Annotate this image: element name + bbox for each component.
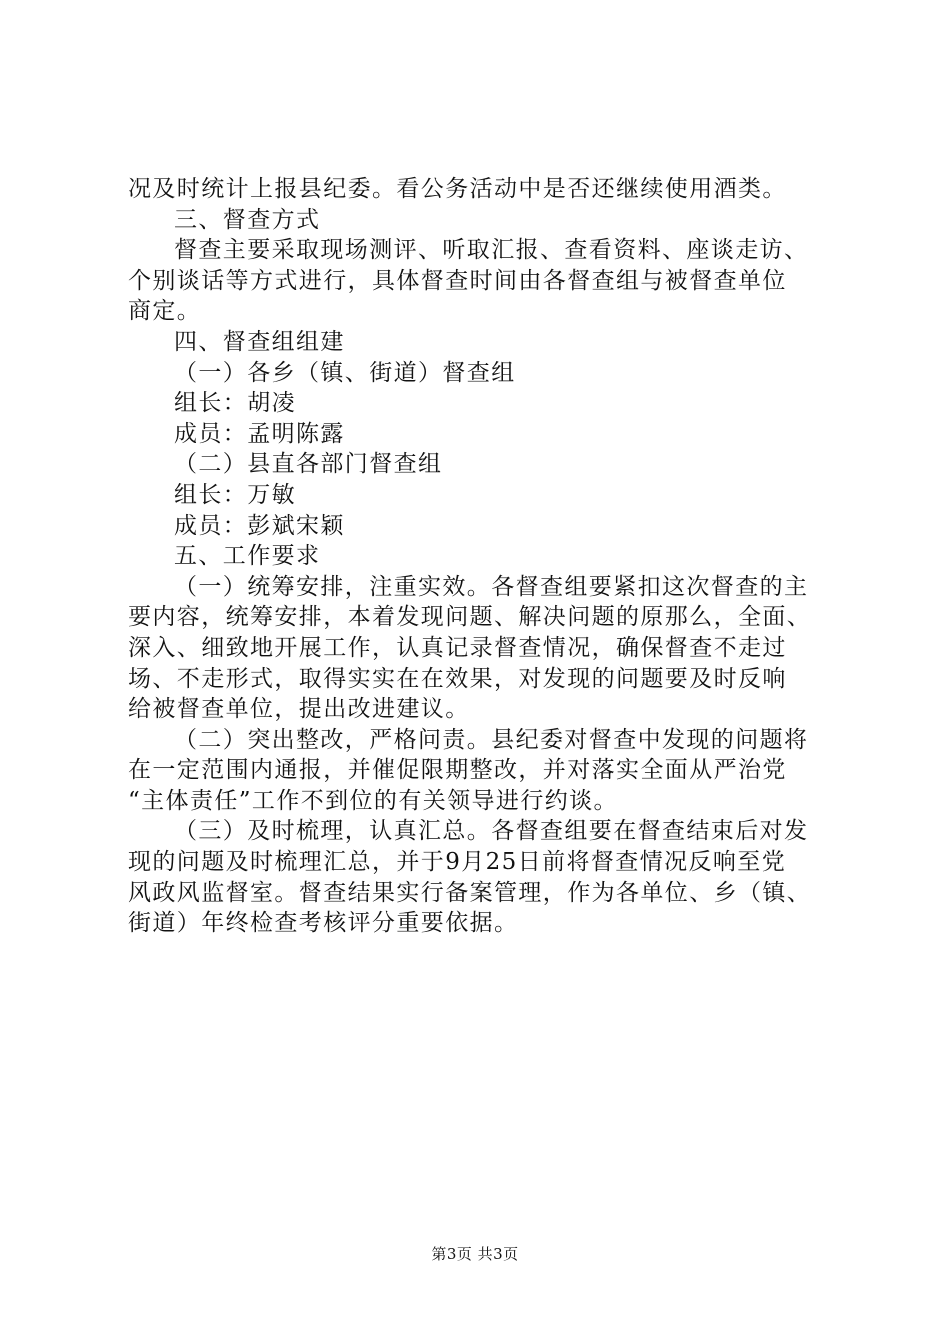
text-line: 成员：孟明陈露 (174, 420, 345, 447)
text-line: 五、工作要求 (174, 543, 321, 570)
text-line: 个别谈话等方式进行，具体督查时间由各督查组与被督查单位 (128, 267, 787, 294)
text-line: 给被督查单位，提出改进建议。 (128, 696, 470, 723)
text-line: 三、督查方式 (174, 206, 321, 233)
text-line: “主体责任”工作不到位的有关领导进行约谈。 (128, 787, 618, 814)
document-body (128, 174, 828, 939)
text-line: （一）各乡（镇、街道）督查组 (174, 359, 516, 386)
text-line: 况及时统计上报县纪委。看公务活动中是否还继续使用酒类。 (128, 176, 787, 202)
text-line: 四、督查组组建 (174, 328, 345, 355)
text-line: （二）突出整改，严格问责。县纪委对督查中发现的问题将 (174, 726, 809, 753)
text-line: （三）及时梳理，认真汇总。各督查组要在督查结束后对发 (174, 818, 809, 845)
text-line: 成员：彭斌宋颖 (174, 512, 345, 539)
text-line: 商定。 (128, 298, 202, 325)
text-line: （二）县直各部门督查组 (174, 451, 443, 478)
text-line: 场、不走形式，取得实实在在效果，对发现的问题要及时反响 (128, 665, 787, 692)
text-line: 要内容，统筹安排，本着发现问题、解决问题的原那么，全面、 (128, 604, 812, 631)
text-line: 在一定范围内通报，并催促限期整改，并对落实全面从严治党 (128, 757, 787, 784)
page-footer: 第3页 共3页 (431, 1245, 519, 1263)
text-line: （一）统筹安排，注重实效。各督查组要紧扣这次督查的主 (174, 573, 809, 600)
text-line: 督查主要采取现场测评、听取汇报、查看资料、座谈走访、 (174, 237, 809, 264)
text-line: 组长：胡凌 (174, 390, 296, 417)
text-line: 风政风监督室。督查结果实行备案管理，作为各单位、乡（镇、 (128, 879, 812, 906)
text-line: 现的问题及时梳理汇总，并于9月25日前将督查情况反响至党 (128, 849, 787, 876)
text-line: 街道）年终检查考核评分重要依据。 (128, 910, 519, 937)
text-line: 组长：万敏 (174, 481, 296, 508)
text-line: 深入、细致地开展工作，认真记录督查情况，确保督查不走过 (128, 634, 787, 661)
